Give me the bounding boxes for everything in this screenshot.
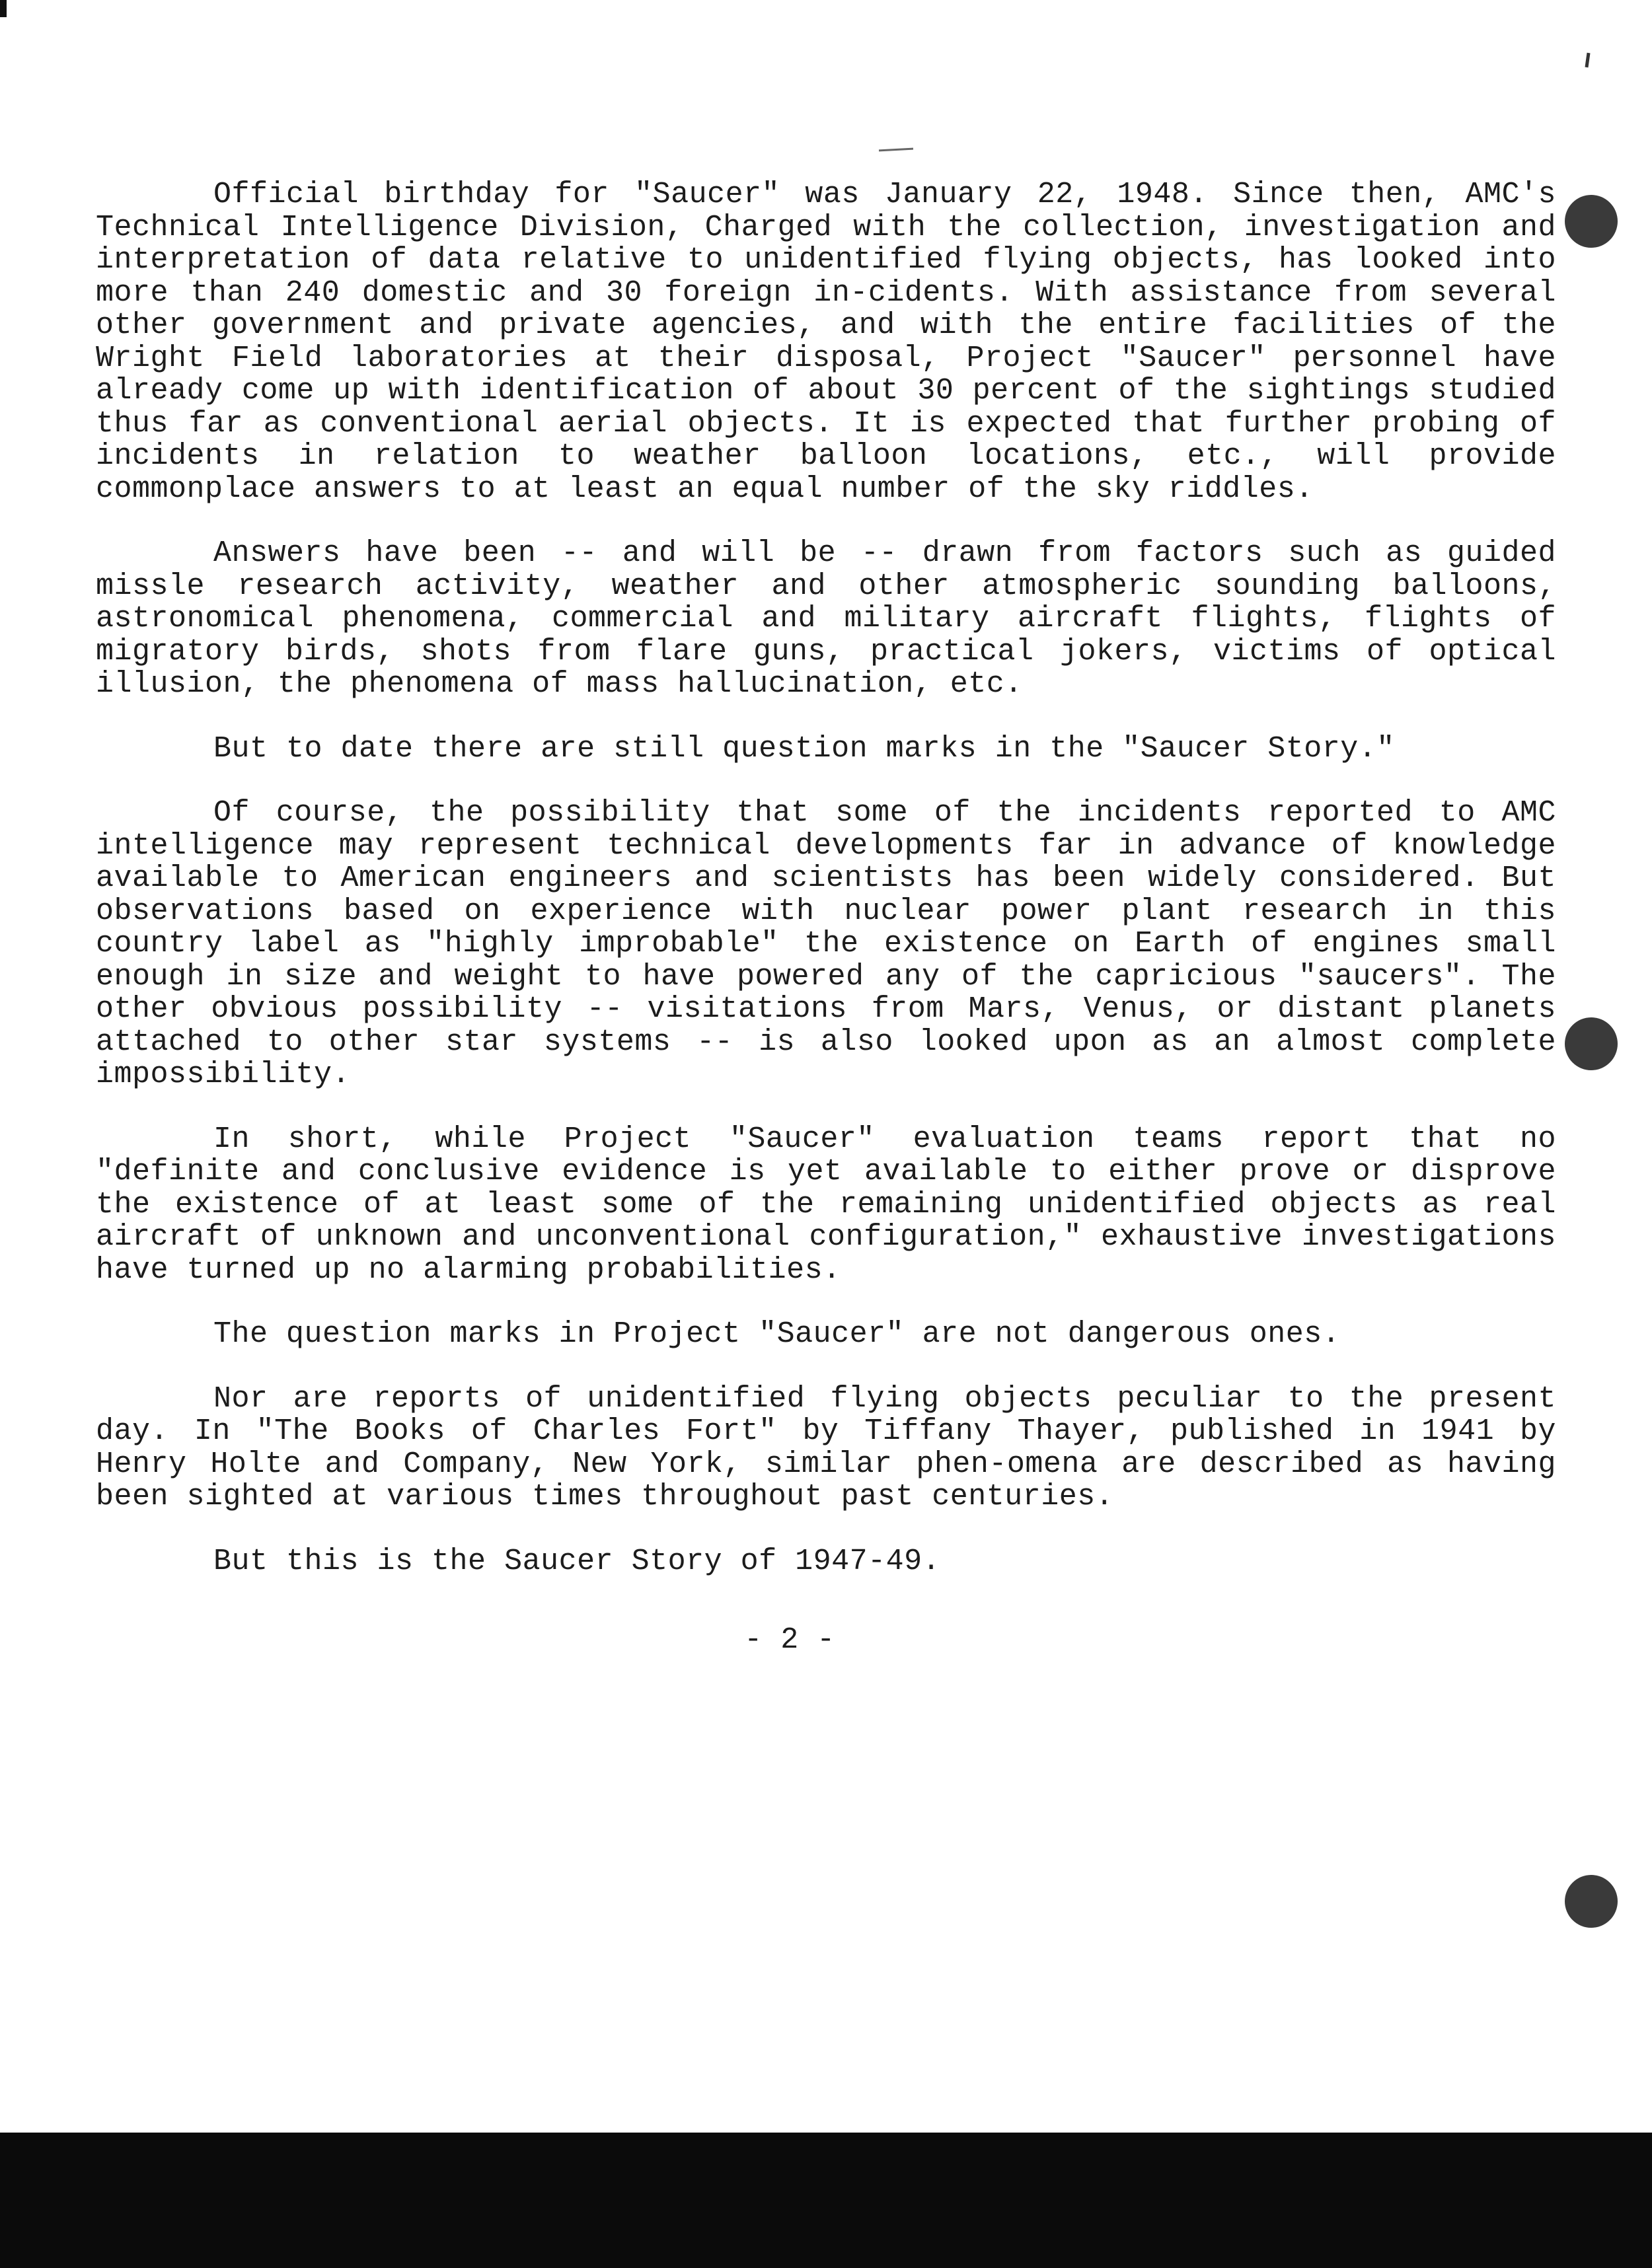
document-body	[96, 178, 1556, 1657]
paragraph: But this is the Saucer Story of 1947-49.	[213, 1544, 941, 1578]
punch-hole	[1565, 1017, 1618, 1070]
paragraph: Of course, the possibility that some of the incidents reported to AMC intelligence may represent technical developments far in advance of knowledge available to American engineers and scientists has been widely considered. But observations based on experience with nuclear power plant research in this country label as "highly improbable" the existence on Earth of engines small enough in size and weight to have powered any of the capricious "saucers". The other obvious possibility -- visitations from Mars, Venus, or distant planets attached to other star systems -- is also looked upon as an almost complete impossibility.	[96, 796, 1556, 1091]
paragraph: But to date there are still question marks in the "Saucer Story."	[213, 731, 1395, 766]
paragraph: Nor are reports of unidentified flying objects peculiar to the present day. In "The Books of Charles Fort" by Tiffany Thayer, published in 1941 by Henry Holte and Company, New York, similar phen-omena are described as having been sighted at various times throughout past centuries.	[96, 1381, 1556, 1514]
paragraph: The question marks in Project "Saucer" are not dangerous ones.	[213, 1317, 1341, 1351]
scan-bottom-border	[0, 2133, 1652, 2268]
paragraph: In short, while Project "Saucer" evaluation teams report that no "definite and conclusive evidence is yet available to either prove or disprove the existence of at least some of the remaining unidentified objects as real aircraft of unknown and unconventional configuration," exhaustive investigations have turned up no alarming probabilities.	[96, 1122, 1556, 1287]
paragraph: Official birthday for "Saucer" was January 22, 1948. Since then, AMC's Technical Intelligence Division, Charged with the collection, investigation and interpretation of data relative to unidentified flying objects, has looked into more than 240 domestic and 30 foreign in-cidents. With assistance from several other government and private agencies, and with the entire facilities of the Wright Field laboratories at their disposal, Project "Saucer" personnel have already come up with identification of about 30 percent of the sightings studied thus far as conventional aerial objects. It is expected that further probing of incidents in relation to weather balloon locations, etc., will provide commonplace answers to at least an equal number of the sky riddles.	[96, 178, 1556, 506]
punch-hole	[1565, 1875, 1618, 1928]
punch-hole	[1565, 195, 1618, 248]
scan-corner-mark	[1585, 53, 1590, 67]
paragraph: Answers have been -- and will be -- drawn from factors such as guided missle research activity, weather and other atmospheric sounding balloons, astronomical phenomena, commercial and military aircraft flights, flights of migratory birds, shots from flare guns, practical jokers, victims of optical illusion, the phenomena of mass hallucination, etc.	[96, 536, 1556, 701]
scan-smudge	[879, 148, 913, 152]
page-number: - 2 -	[744, 1623, 835, 1657]
scan-edge-mark	[0, 0, 7, 17]
